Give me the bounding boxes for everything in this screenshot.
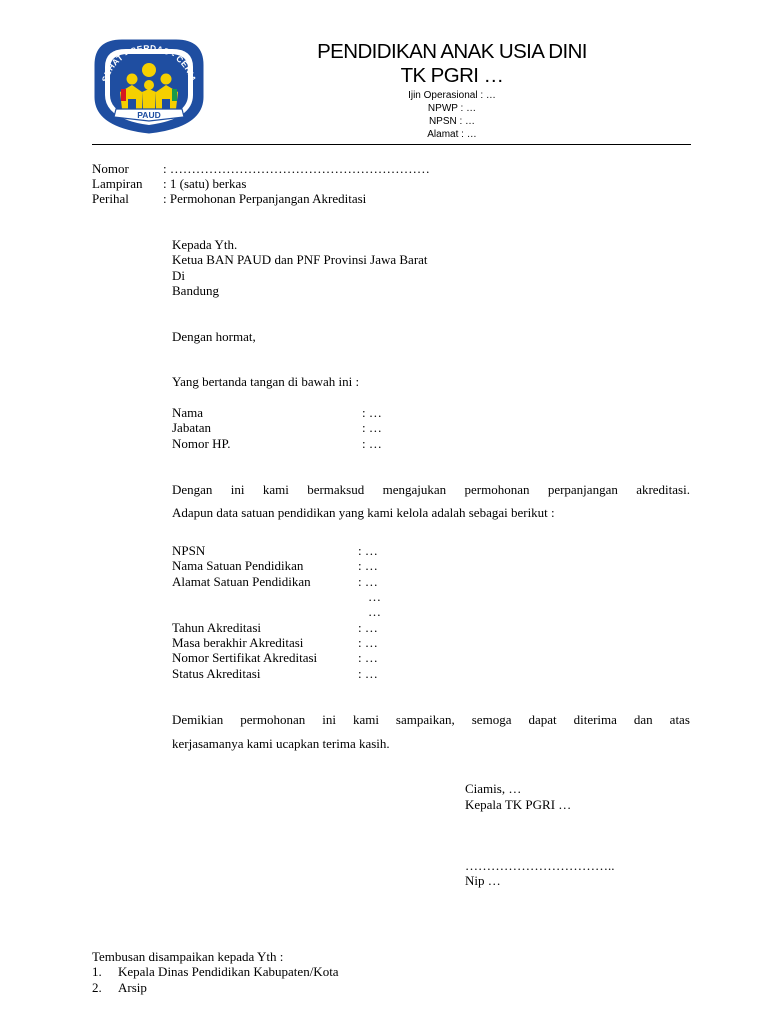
signature-place-date: Ciamis, … [465,781,522,796]
school-data-value: : … [358,558,378,573]
cc-item-text: Kepala Dinas Pendidikan Kabupaten/Kota [118,964,339,979]
closing-line: Demikian permohonan ini kami sampaikan, semoga dapat diterima dan atas [172,712,690,727]
school-data-label: Nomor Sertifikat Akreditasi [172,650,318,665]
signer-value: : … [362,436,382,451]
school-data-label: Tahun Akreditasi [172,620,261,635]
signature-nip: Nip … [465,873,501,888]
letterhead-ijin: Ijin Operasional : … [408,90,496,101]
greeting: Dengan hormat, [172,329,256,344]
paud-logo [92,37,206,135]
cc-item-text: Arsip [118,980,147,995]
recipient-line: Di [172,268,185,283]
school-data-value: : … [358,666,378,681]
school-data-label: NPSN [172,543,206,558]
signer-value: : … [362,405,382,420]
school-data-value: … [368,604,381,619]
recipient-line: Bandung [172,283,219,298]
letterhead-school: TK PGRI … [400,64,504,87]
letterhead-npsn: NPSN : … [428,116,476,127]
logo-banner-text: PAUD [137,110,161,120]
lampiran-label: Lampiran [92,176,143,191]
signer-label: Jabatan [172,420,211,435]
logo-ring-text: SEHAT - CERDAS - CERIA [99,42,199,84]
intro: Yang bertanda tangan di bawah ini : [172,374,360,389]
signer-label: Nama [172,405,204,420]
letterhead-npwp: NPWP : … [427,103,477,114]
signer-label: Nomor HP. [172,436,231,451]
letterhead-alamat: Alamat : … [427,129,477,140]
recipient-line: Ketua BAN PAUD dan PNF Provinsi Jawa Barat [172,252,428,267]
school-data-label: Nama Satuan Pendidikan [172,558,304,573]
recipient-line: Kepada Yth. [172,237,238,252]
signature-name-line: …………………………….. [465,858,615,873]
cc-item-number: 2. [92,980,102,995]
signature-position: Kepala TK PGRI … [465,797,572,812]
school-data-label: Masa berakhir Akreditasi [172,635,304,650]
school-data-value: : … [358,574,378,589]
nomor-label: Nomor [92,161,129,176]
paragraph-line: Adapun data satuan pendidikan yang kami kelola adalah sebagai berikut : [172,505,555,520]
school-data-value: : … [358,635,378,650]
school-data-label: Alamat Satuan Pendidikan [172,574,311,589]
school-data-value: … [368,589,381,604]
perihal-value: : Permohonan Perpanjangan Akreditasi [163,191,367,206]
lampiran-value: : 1 (satu) berkas [163,176,247,191]
paragraph-line: Dengan ini kami bermaksud mengajukan permohonan perpanjangan akreditasi. [172,482,690,497]
closing-line: kerjasamanya kami ucapkan terima kasih. [172,736,390,751]
letterhead-title: PENDIDIKAN ANAK USIA DINI [317,40,587,63]
cc-title: Tembusan disampaikan kepada Yth : [92,949,284,964]
perihal-label: Perihal [92,191,129,206]
cc-item-number: 1. [92,964,102,979]
school-data-value: : … [358,543,378,558]
nomor-value: : …………………………………………………… [163,161,430,176]
signer-value: : … [362,420,382,435]
school-data-value: : … [358,650,378,665]
school-data-value: : … [358,620,378,635]
school-data-label: Status Akreditasi [172,666,261,681]
letterhead-divider [92,144,691,145]
